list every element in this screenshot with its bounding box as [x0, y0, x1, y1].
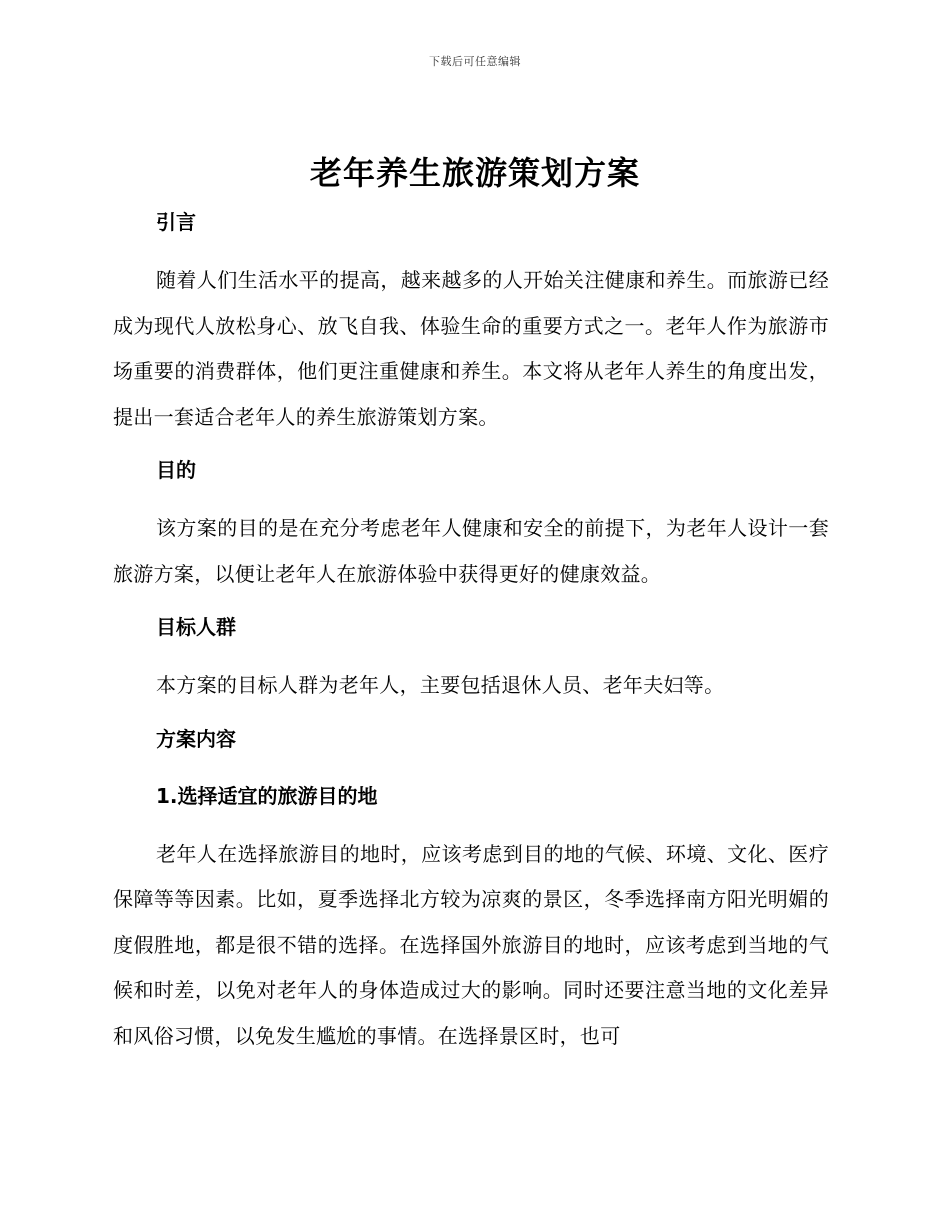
document-body [113, 204, 829, 1059]
section-paragraph-destination: 老年人在选择旅游目的地时，应该考虑到目的地的气候、环境、文化、医疗保障等等因素。比如，夏季选择北方较为凉爽的景区，冬季选择南方阳光明媚的度假胜地，都是很不错的选择。在选择国外旅游目的地时，应该考虑到当地的气候和时差，以免对老年人的身体造成过大的影响。同时还要注意当地的文化差异和风俗习惯，以免发生尴尬的事情。在选择景区时，也可 [113, 841, 829, 1048]
section-heading-intro: 引言 [156, 210, 196, 234]
page-header-note: 下载后可任意编辑 [429, 55, 521, 68]
section-heading-destination: 1.选择适宜的旅游目的地 [156, 783, 378, 808]
section-heading-purpose: 目的 [156, 458, 196, 482]
section-paragraph-purpose: 该方案的目的是在充分考虑老年人健康和安全的前提下，为老年人设计一套旅游方案，以便让老年人在旅游体验中获得更好的健康效益。 [113, 516, 829, 586]
section-heading-plan-content: 方案内容 [156, 726, 236, 751]
section-paragraph-target-group: 本方案的目标人群为老年人，主要包括退休人员、老年夫妇等。 [156, 673, 725, 697]
document-title: 老年养生旅游策划方案 [309, 154, 640, 192]
section-heading-target-group: 目标人群 [156, 615, 236, 639]
section-paragraph-intro: 随着人们生活水平的提高，越来越多的人开始关注健康和养生。而旅游已经成为现代人放松身心、放飞自我、体验生命的重要方式之一。老年人作为旅游市场重要的消费群体，他们更注重健康和养生。本文将从老年人养生的角度出发，提出一套适合老年人的养生旅游策划方案。 [113, 268, 829, 429]
